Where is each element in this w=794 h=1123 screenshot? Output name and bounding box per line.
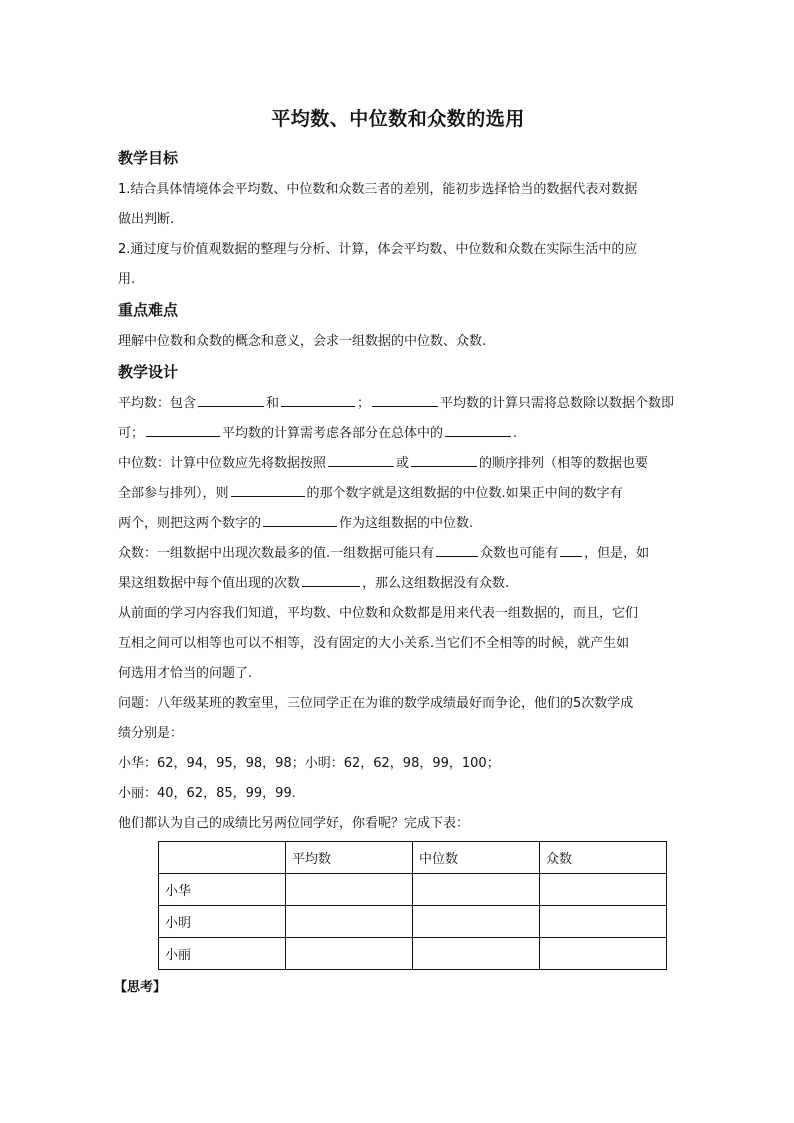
mode-paragraph <box>118 539 678 599</box>
median-text-1: 中位数：计算中位数应先将数据按照 <box>118 456 327 471</box>
median-paragraph <box>118 449 678 539</box>
table-header-cell: 众数 <box>540 842 667 874</box>
blank-field[interactable] <box>146 421 220 437</box>
think-heading: 【思考】 <box>114 980 167 995</box>
median-text-5: 的那个数字就是这组数据的中位数.如果正中间的数字有 <box>306 486 623 501</box>
blank-field[interactable] <box>436 541 478 557</box>
table-cell[interactable] <box>540 906 667 938</box>
row-label: 小丽 <box>159 938 286 970</box>
table-row <box>159 906 667 938</box>
mean-text-7: . <box>513 426 518 441</box>
mode-text-4: 果这组数据中每个值出现的次数 <box>118 576 301 591</box>
row-label: 小华 <box>159 874 286 906</box>
problem-line-a: 问题：八年级某班的教室里，三位同学正在为谁的数学成绩最好而争论，他们的5次数学成 <box>118 696 634 711</box>
table-cell[interactable] <box>540 874 667 906</box>
blank-field[interactable] <box>560 541 582 557</box>
blank-field[interactable] <box>263 511 337 527</box>
median-text-7: 作为这组数据的中位数. <box>339 516 474 531</box>
intro-line-c: 何选用才恰当的问题了. <box>118 666 253 681</box>
table-cell[interactable] <box>540 938 667 970</box>
mean-text-6: 平均数的计算需考虑各部分在总体中的 <box>222 426 444 441</box>
intro-line-a: 从前面的学习内容我们知道，平均数、中位数和众数都是用来代表一组数据的，而且，它们 <box>118 606 639 621</box>
table-header-cell: 中位数 <box>413 842 540 874</box>
mean-text-4: 平均数的计算只需将总数除以数据个数即 <box>440 396 675 411</box>
median-text-2: 或 <box>396 456 410 471</box>
blank-field[interactable] <box>231 481 305 497</box>
mean-text-5: 可； <box>118 426 145 441</box>
median-text-6: 两个，则把这两个数字的 <box>118 516 262 531</box>
blank-field[interactable] <box>445 421 511 437</box>
blank-field[interactable] <box>411 451 477 467</box>
blank-field[interactable] <box>372 391 438 407</box>
design-heading: 教学设计 <box>118 363 179 381</box>
problem-line-b: 绩分别是： <box>118 726 184 741</box>
table-cell[interactable] <box>413 938 540 970</box>
goal-item-1a: 1.结合具体情境体会平均数、中位数和众数三者的差别，能初步选择恰当的数据代表对数据 <box>118 182 638 197</box>
table-cell[interactable] <box>286 906 413 938</box>
row-label: 小明 <box>159 906 286 938</box>
mode-text-3: ，但是，如 <box>584 546 650 561</box>
intro-line-b: 互相之间可以相等也可以不相等，没有固定的大小关系.当它们不全相等的时候，就产生如 <box>118 636 630 651</box>
key-text: 理解中位数和众数的概念和意义，会求一组数据的中位数、众数. <box>118 334 487 349</box>
median-text-3: 的顺序排列（相等的数据也要 <box>479 456 649 471</box>
mean-text-2: 和 <box>266 396 280 411</box>
table-cell[interactable] <box>413 874 540 906</box>
mode-text-5: ，那么这组数据没有众数. <box>362 576 510 591</box>
goals-heading: 教学目标 <box>118 149 179 167</box>
page-title: 平均数、中位数和众数的选用 <box>271 108 525 130</box>
mode-text-1: 众数：一组数据中出现次数最多的值.一组数据可能只有 <box>118 546 435 561</box>
score-table <box>158 841 667 970</box>
table-header-cell: 平均数 <box>286 842 413 874</box>
table-cell[interactable] <box>286 874 413 906</box>
mean-text-3: ； <box>357 396 371 411</box>
table-header-cell <box>159 842 286 874</box>
document-page <box>114 100 678 995</box>
data-line-2: 小丽：40，62，85，99，99. <box>118 786 296 801</box>
goal-item-2a: 2.通过度与价值观数据的整理与分析、计算，体会平均数、中位数和众数在实际生活中的应 <box>118 242 638 257</box>
table-cell[interactable] <box>413 906 540 938</box>
mode-text-2: 众数也可能有 <box>480 546 559 561</box>
key-heading: 重点难点 <box>118 301 179 319</box>
table-cell[interactable] <box>286 938 413 970</box>
median-text-4: 全部参与排列），则 <box>118 486 229 501</box>
goal-item-1b: 做出判断. <box>118 212 175 227</box>
table-header-row <box>159 842 667 874</box>
goal-item-2b: 用. <box>118 272 136 287</box>
mean-paragraph <box>118 389 678 449</box>
blank-field[interactable] <box>281 391 355 407</box>
table-prompt: 他们都认为自己的成绩比另两位同学好，你看呢？完成下表： <box>118 816 470 831</box>
blank-field[interactable] <box>198 391 264 407</box>
mean-text-1: 平均数：包含 <box>118 396 197 411</box>
table-row <box>159 938 667 970</box>
blank-field[interactable] <box>302 571 360 587</box>
table-row <box>159 874 667 906</box>
blank-field[interactable] <box>328 451 394 467</box>
data-line-1: 小华：62，94，95，98，98；小明：62，62，98，99，100； <box>118 756 500 771</box>
